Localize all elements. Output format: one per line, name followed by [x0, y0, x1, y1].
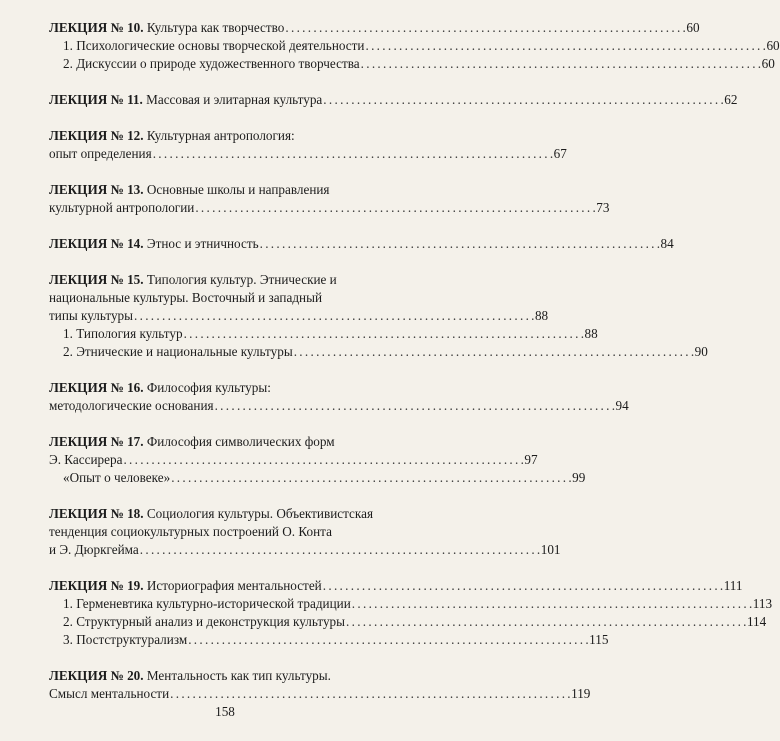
toc-line-text: [49, 379, 271, 397]
lecture-title: Культура как творчество: [146, 20, 285, 35]
lecture-number: ЛЕКЦИЯ № 17.: [49, 434, 144, 449]
toc-line-text: [49, 181, 330, 199]
lecture-title: Культурная антропология:: [146, 128, 295, 143]
leader-dots: [153, 145, 553, 163]
toc-line-text: [49, 577, 322, 595]
toc-subsection: [49, 469, 586, 487]
toc-subsection: [49, 55, 775, 73]
toc-line: [49, 433, 420, 451]
toc-page-ref: 88: [534, 308, 549, 323]
toc-page-ref: 97: [524, 452, 538, 467]
lecture-number: ЛЕКЦИЯ № 13.: [49, 182, 144, 197]
leader-dots: [352, 595, 752, 613]
lecture-title: типы культуры: [49, 308, 133, 323]
toc-line: [49, 19, 700, 37]
toc-line-text: [49, 91, 322, 109]
toc-line-text: [49, 667, 331, 685]
lecture-title: Типология культур. Этнические и: [146, 272, 337, 287]
subsection-title: 1. Герменевтика культурно-исторической традиции: [63, 596, 351, 611]
table-of-contents: [49, 19, 780, 721]
toc-page-ref: 73: [596, 200, 610, 215]
lecture-title: Массовая и элитарная культура: [146, 92, 323, 107]
toc-line: [49, 397, 629, 415]
lecture-title: культурной антропологии: [49, 200, 195, 215]
toc-line: [49, 685, 591, 703]
toc-subsection: [49, 631, 609, 649]
toc-line-text: [49, 523, 332, 541]
toc-line-text: [49, 19, 284, 37]
toc-line-text: [49, 307, 133, 325]
toc-subsection: [49, 343, 708, 361]
toc-line-text: [49, 127, 295, 145]
lecture-title: опыт определения: [49, 146, 152, 161]
toc-line-text: [49, 505, 373, 523]
toc-subsection: [49, 37, 780, 55]
toc-page-ref: 60: [686, 20, 700, 35]
toc-entry: [49, 181, 610, 217]
toc-page-ref: 90: [694, 344, 708, 359]
toc-page-ref: 67: [553, 146, 567, 161]
leader-dots: [361, 55, 761, 73]
lecture-number: ЛЕКЦИЯ № 11.: [49, 92, 143, 107]
lecture-title: и Э. Дюркгейма: [49, 542, 139, 557]
lecture-title: Философия культуры:: [146, 380, 271, 395]
lecture-number: ЛЕКЦИЯ № 20.: [49, 668, 144, 683]
leader-dots: [294, 343, 694, 361]
toc-line: [49, 451, 538, 469]
toc-page-ref: 111: [723, 578, 743, 593]
toc-line: [49, 91, 738, 109]
toc-entry: [49, 127, 567, 163]
lecture-title: Социология культуры. Объективистская: [146, 506, 374, 521]
lecture-title: методологические основания: [49, 398, 214, 413]
leader-dots: [170, 685, 570, 703]
toc-line-text: [49, 433, 335, 451]
leader-dots: [215, 397, 615, 415]
lecture-number: ЛЕКЦИЯ № 19.: [49, 578, 144, 593]
subsection-title: «Опыт о человеке»: [63, 470, 171, 485]
lecture-title: Основные школы и направления: [146, 182, 330, 197]
leader-dots: [184, 325, 584, 343]
toc-page-ref: 115: [589, 632, 609, 647]
lecture-number: ЛЕКЦИЯ № 15.: [49, 272, 144, 287]
toc-line: [49, 271, 420, 289]
subsection-title: 2. Дискуссии о природе художественного творчества: [63, 56, 360, 71]
toc-line-text: [49, 145, 152, 163]
subsection-title: 1. Психологические основы творческой деятельности: [63, 38, 365, 53]
leader-dots: [323, 577, 723, 595]
toc-line: [49, 127, 420, 145]
toc-subsection: [49, 595, 773, 613]
lecture-title: Историография ментальностей: [146, 578, 322, 593]
toc-line: [49, 379, 420, 397]
lecture-title: Смысл ментальности: [49, 686, 170, 701]
toc-page-ref: 99: [572, 470, 586, 485]
lecture-number: ЛЕКЦИЯ № 16.: [49, 380, 144, 395]
toc-line: [49, 505, 420, 523]
leader-dots: [195, 199, 595, 217]
lecture-title: Философия символических форм: [146, 434, 335, 449]
lecture-title: Этнос и этничность: [146, 236, 259, 251]
page-number: 158: [215, 704, 235, 719]
toc-entry: [49, 433, 586, 487]
toc-line: [49, 667, 420, 685]
lecture-number: ЛЕКЦИЯ № 18.: [49, 506, 144, 521]
toc-page-ref: 60: [761, 56, 775, 71]
toc-subsection: [49, 325, 598, 343]
toc-page-ref: 119: [571, 686, 591, 701]
leader-dots: [323, 91, 723, 109]
toc-entry: [49, 235, 674, 253]
toc-entry: [49, 577, 773, 649]
toc-line: [49, 523, 420, 541]
lecture-number: ЛЕКЦИЯ № 14.: [49, 236, 144, 251]
toc-line: [49, 541, 561, 559]
subsection-title: 2. Этнические и национальные культуры: [63, 344, 293, 359]
toc-line-text: [49, 199, 194, 217]
toc-line-text: [49, 541, 139, 559]
toc-line-text: [49, 271, 337, 289]
toc-subsection: [49, 613, 767, 631]
toc-line: [49, 199, 610, 217]
toc-entry: [49, 379, 629, 415]
leader-dots: [260, 235, 660, 253]
leader-dots: [140, 541, 540, 559]
leader-dots: [188, 631, 588, 649]
toc-entry: [49, 667, 591, 703]
toc-line-text: [49, 235, 259, 253]
toc-line: [49, 307, 549, 325]
lecture-number: ЛЕКЦИЯ № 12.: [49, 128, 144, 143]
lecture-title: национальные культуры. Восточный и западный: [49, 290, 323, 305]
toc-page-ref: 101: [540, 542, 561, 557]
leader-dots: [123, 451, 523, 469]
toc-page-ref: 88: [584, 326, 598, 341]
toc-page-ref: 113: [752, 596, 773, 611]
lecture-number: ЛЕКЦИЯ № 10.: [49, 20, 144, 35]
leader-dots: [171, 469, 571, 487]
toc-page-ref: 62: [724, 92, 738, 107]
toc-line: [49, 577, 743, 595]
toc-line: [49, 181, 420, 199]
toc-page-ref: 84: [660, 236, 674, 251]
toc-page-ref: 114: [746, 614, 767, 629]
lecture-title: Э. Кассирера: [49, 452, 123, 467]
toc-line: [49, 145, 567, 163]
toc-page-ref: 60: [766, 38, 780, 53]
toc-line-text: [49, 451, 122, 469]
subsection-title: 3. Постструктурализм: [63, 632, 188, 647]
leader-dots: [134, 307, 534, 325]
toc-line-text: [49, 685, 169, 703]
toc-line-text: [49, 397, 214, 415]
toc-line-text: [49, 289, 322, 307]
toc-entry: [49, 271, 708, 361]
toc-entry: [49, 19, 780, 73]
lecture-title: Ментальность как тип культуры.: [146, 668, 331, 683]
subsection-title: 1. Типология культур: [63, 326, 183, 341]
toc-entry: [49, 505, 561, 559]
leader-dots: [285, 19, 685, 37]
lecture-title: тенденция социокультурных построений О. Конта: [49, 524, 332, 539]
toc-entry: [49, 91, 738, 109]
leader-dots: [365, 37, 765, 55]
toc-line: [49, 289, 420, 307]
toc-page-ref: 94: [615, 398, 629, 413]
toc-line: [49, 235, 674, 253]
leader-dots: [346, 613, 746, 631]
subsection-title: 2. Структурный анализ и деконструкция культуры: [63, 614, 345, 629]
